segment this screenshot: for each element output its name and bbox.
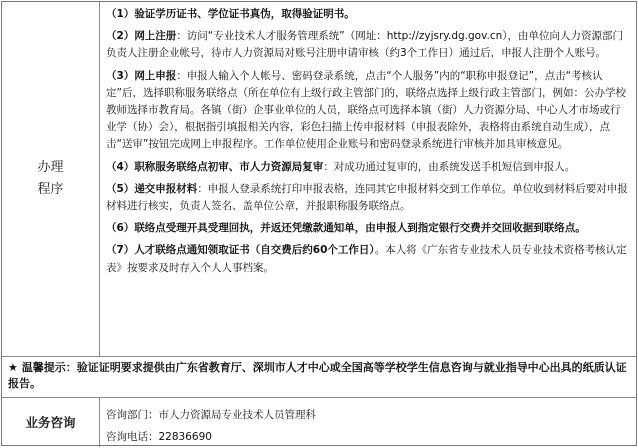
consult-label: 业务咨询 <box>25 414 76 430</box>
step-2 <box>106 28 630 62</box>
step-heading: 人才联络点通知领取证书（自交费后约60个工作日） <box>134 244 375 257</box>
step-heading: 网上注册 <box>134 30 177 43</box>
step-3 <box>106 68 630 154</box>
step-body: ：申报人登录系统打印申报表格，连同其它申报材料交到工作单位。单位收到材料后要对申报材料进行核实，负责人签名、盖单位公章，并报职称服务联络点。 <box>106 182 628 213</box>
consult-label-cell <box>2 398 100 447</box>
steps-list <box>106 6 630 282</box>
step-number: （6） <box>106 222 135 235</box>
step-heading: 联络点受理开具受理回执，并返还凭缴款通知单，由申报人到指定银行交费并交回收据到联络点。 <box>134 222 586 235</box>
step-number: （3） <box>106 69 135 82</box>
step-heading: 递交申报材料 <box>134 182 198 195</box>
step-6 <box>106 220 630 237</box>
step-body: ：对成功通过复审的，由系统发送手机短信到申报人。 <box>323 160 576 173</box>
step-number: （7） <box>106 244 135 257</box>
procedure-label: 办理 程序 <box>37 160 64 197</box>
tip-text: ★ 温馨提示：验证证明要求提供由广东省教育厅、深圳市人才中心或全国高等学校学生信息咨询与就业指导中心出具的纸质认证报告。 <box>8 361 627 390</box>
step-number: （5） <box>106 182 135 195</box>
procedure-label-cell <box>2 2 100 356</box>
consult-department: 咨询部门：市人力资源局专业技术人员管理科 <box>106 409 316 421</box>
step-heading: 网上申报 <box>134 69 177 82</box>
procedure-table <box>1 1 637 446</box>
step-4 <box>106 159 630 176</box>
consult-row <box>2 398 636 447</box>
step-number: （4） <box>106 160 135 173</box>
tip-row <box>2 357 636 398</box>
step-heading: 验证学历证书、学位证书真伪，取得验证明书。 <box>134 8 355 20</box>
step-5 <box>106 181 630 215</box>
step-body: ：访问“专业技术人才服务管理系统”（网址：http://zyjsry.dg.gov.cn），由单位向人力资源部门负责人注册企业帐号，待市人力资源局对账号注册申请审核（约3个工作日）通过后，申报人注册个人账号。 <box>106 30 624 60</box>
consult-info <box>106 404 316 448</box>
procedure-row <box>2 2 636 357</box>
step-number: （1） <box>106 8 135 20</box>
step-1 <box>106 6 630 23</box>
consult-phone: 咨询电话：22836690 <box>106 431 212 443</box>
step-heading: 职称服务联络点初审、市人力资源局复审 <box>134 160 324 173</box>
step-7 <box>106 242 630 276</box>
step-body: 。本人将《广东省专业技术人员专业技术资格考核认定表》按要求及时存入个人人事档案。 <box>106 244 627 274</box>
step-number: （2） <box>106 30 135 43</box>
step-body: ：申报人输入个人帐号、密码登录系统，点击“个人服务”内的“职称申报登记”，点击“考核认定”后，选择职称服务联络点（所在单位有上级行政主管部门的，联络点选择上级行政主管部门，例如：公办学校教师选择市教育局。各镇（街）企事业单位的人员，联络点可选择本镇（街）人力资源分局、中心人才市场或行业学（协）会），根据指引填报相关内容，彩色扫描上传申报材料（申报表除外，表格将由系统自动生成），点击“送审”按钮完成网上申报程序。工作单位使用企业账号和密码登录系统进行审核并加具审核意见。 <box>106 69 626 151</box>
